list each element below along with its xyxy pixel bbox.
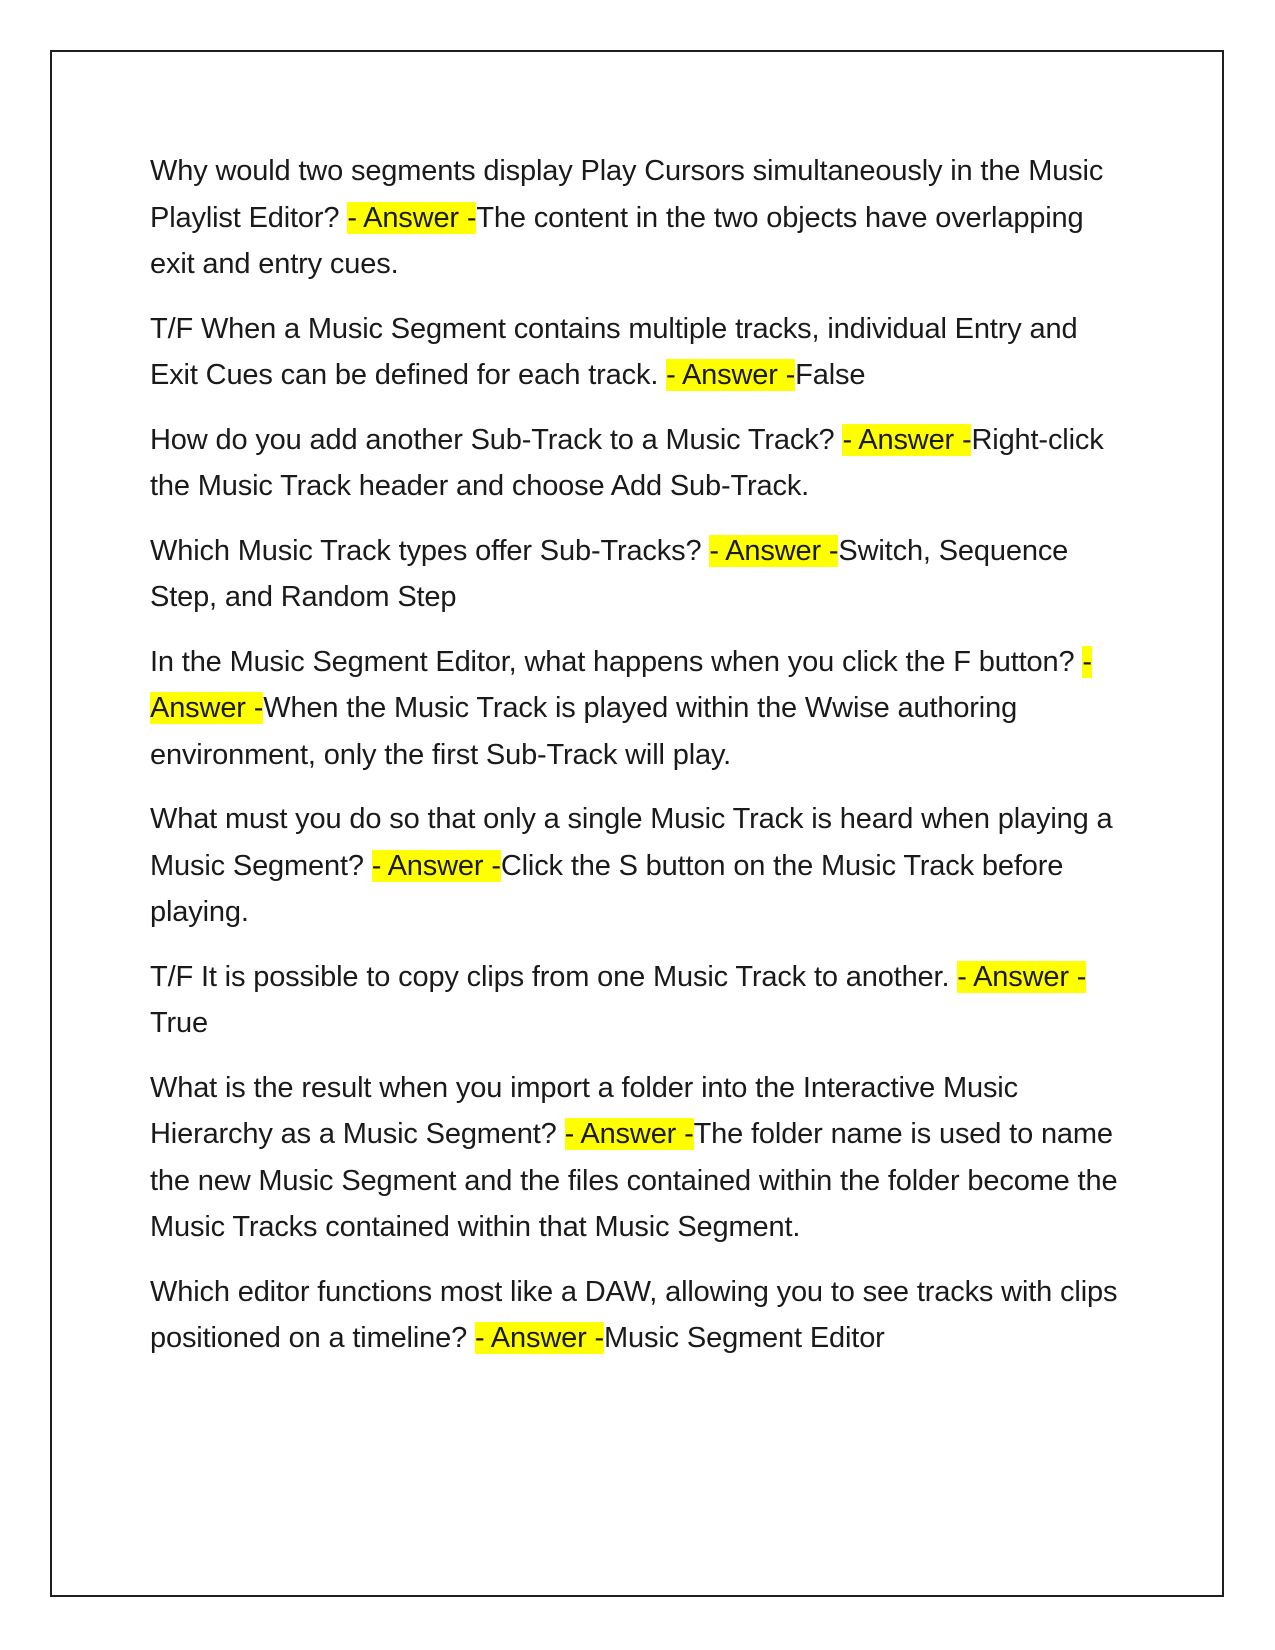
question-text: Which editor functions most like a DAW, allowing you to see tracks with clips positioned on a timeline? [150, 1275, 1118, 1354]
answer-text: When the Music Track is played within the Wwise authoring environment, only the first Sub-Track will play. [150, 692, 1018, 771]
answer-text: Click the S button on the Music Track before playing. [150, 849, 1064, 928]
qa-item [150, 417, 1130, 510]
answer-text: Switch, Sequence Step, and Random Step [150, 534, 1069, 613]
qa-item [150, 796, 1130, 936]
question-text: How do you add another Sub-Track to a Music Track? [150, 423, 843, 456]
qa-list [150, 148, 1130, 1380]
question-text: T/F It is possible to copy clips from one Music Track to another. [150, 960, 958, 993]
answer-text: False [795, 359, 866, 391]
qa-item [150, 528, 1130, 621]
qa-item [150, 148, 1130, 288]
answer-text: Music Segment Editor [604, 1322, 885, 1354]
answer-marker: - Answer - [564, 1118, 694, 1150]
qa-item [150, 954, 1130, 1047]
answer-text: The folder name is used to name the new Music Segment and the files contained within the folder become the Music Tracks contained within that Music Segment. [150, 1118, 1118, 1243]
answer-text: The content in the two objects have overlapping exit and entry cues. [150, 201, 1084, 280]
qa-item [150, 306, 1130, 399]
answer-text: Right-click the Music Track header and choose Add Sub-Track. [150, 423, 1104, 502]
question-text: Why would two segments display Play Cursors simultaneously in the Music Playlist Editor? [150, 155, 1104, 234]
question-text: Which Music Track types offer Sub-Tracks? [150, 534, 710, 567]
answer-marker: - Answer - [957, 960, 1087, 993]
answer-marker: - Answer - [842, 423, 972, 456]
answer-marker: - Answer - [371, 849, 501, 882]
answer-marker: - Answer - [474, 1322, 605, 1354]
qa-item [150, 1065, 1130, 1251]
answer-marker: - Answer - [347, 201, 477, 234]
question-text: What is the result when you import a folder into the Interactive Music Hierarchy as a Music Segment? [150, 1071, 1018, 1150]
question-text: What must you do so that only a single Music Track is heard when playing a Music Segment? [150, 803, 1113, 882]
answer-text: True [150, 1007, 208, 1039]
answer-marker: - Answer - [666, 359, 796, 391]
answer-marker: - Answer - [150, 645, 1092, 724]
qa-item [150, 639, 1130, 779]
answer-marker: - Answer - [709, 534, 839, 567]
question-text: T/F When a Music Segment contains multiple tracks, individual Entry and Exit Cues can be defined for each track. [150, 312, 1078, 391]
qa-item [150, 1269, 1130, 1362]
question-text: In the Music Segment Editor, what happens when you click the F button? [150, 645, 1083, 678]
